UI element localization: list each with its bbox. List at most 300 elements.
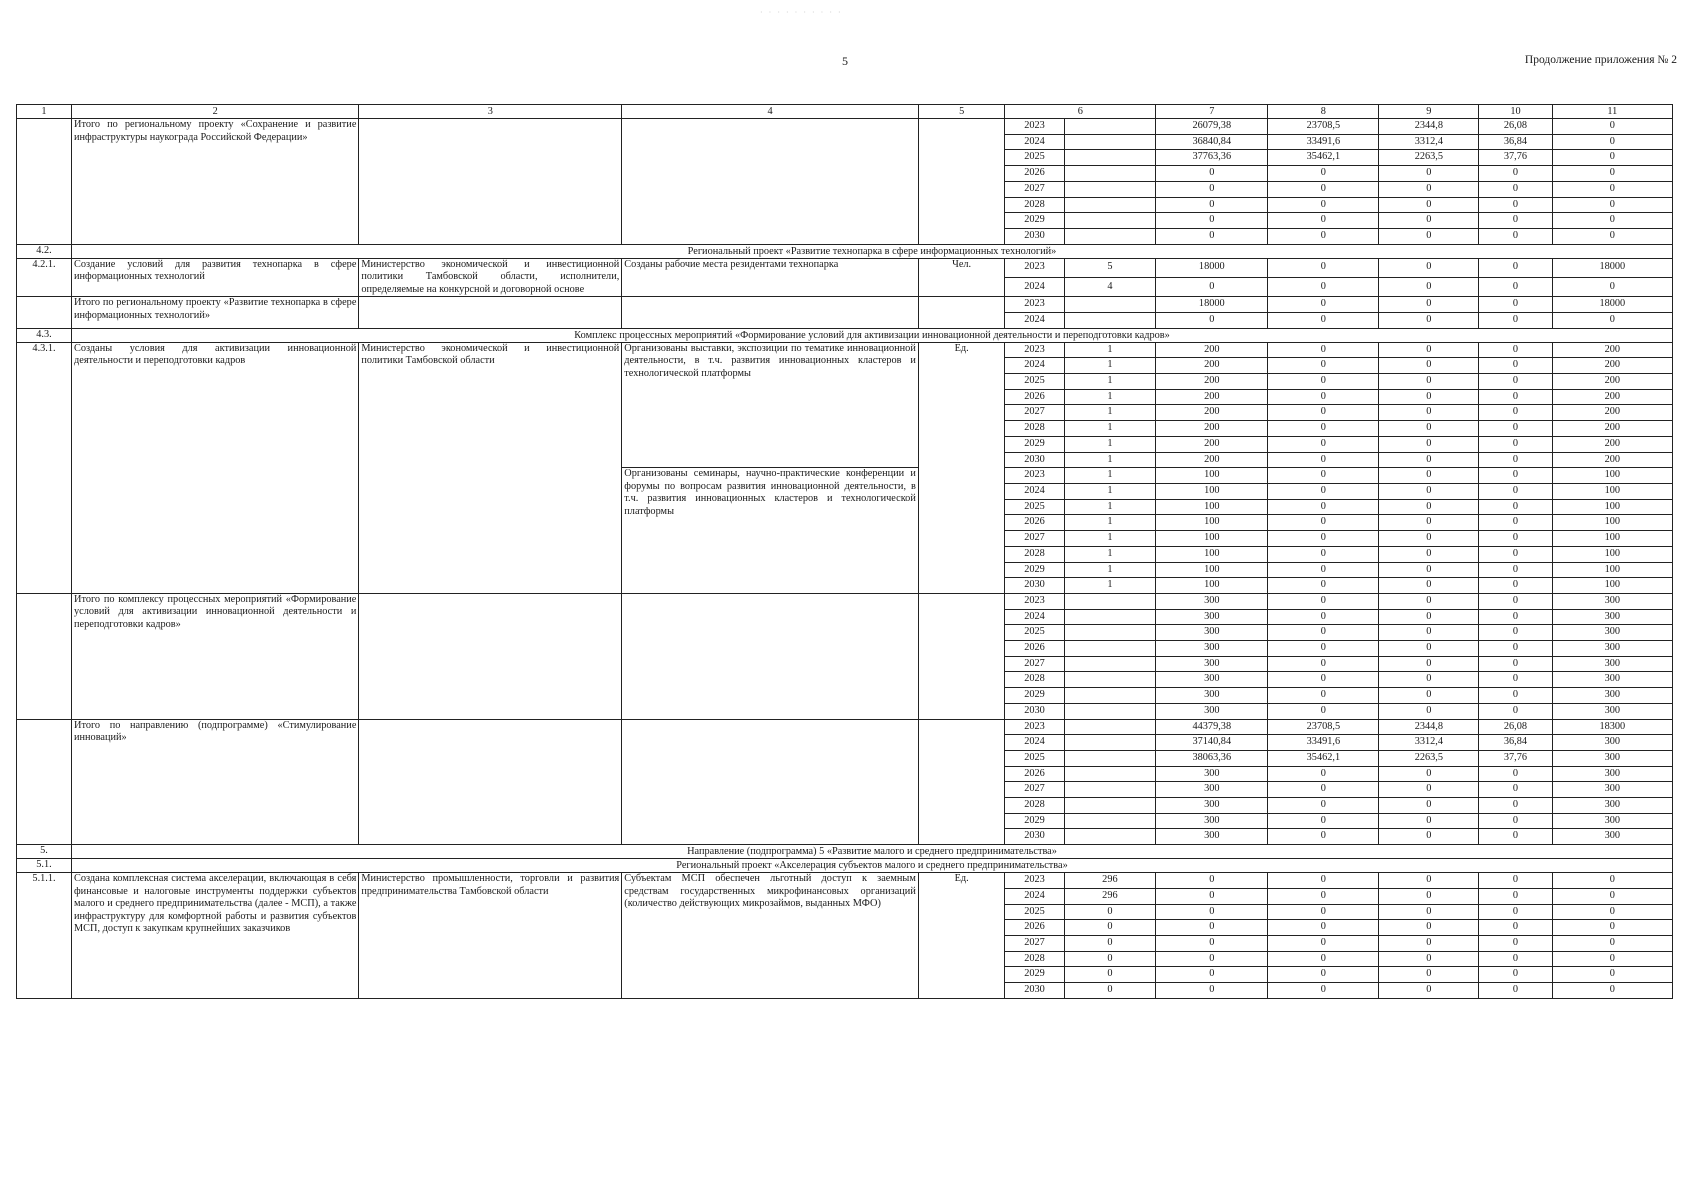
- amount-cell: 300: [1552, 625, 1672, 641]
- year-cell: 2024: [1005, 484, 1064, 500]
- year-cell: 2028: [1005, 672, 1064, 688]
- column-header: 3: [359, 105, 622, 119]
- executor: Министерство экономической и инвестиционной политики Тамбовской области: [359, 342, 622, 593]
- amount-cell: 300: [1156, 782, 1268, 798]
- amount-cell: 33491,6: [1268, 735, 1379, 751]
- amount-cell: 0: [1479, 374, 1552, 390]
- column-header: 5: [918, 105, 1005, 119]
- amount-cell: 0: [1156, 312, 1268, 328]
- amount-cell: 0: [1479, 389, 1552, 405]
- indicator-value-cell: 0: [1064, 904, 1156, 920]
- amount-cell: 0: [1156, 983, 1268, 999]
- amount-cell: 0: [1479, 562, 1552, 578]
- amount-cell: 0: [1479, 656, 1552, 672]
- amount-cell: 0: [1552, 967, 1672, 983]
- amount-cell: 100: [1156, 562, 1268, 578]
- year-cell: 2024: [1005, 609, 1064, 625]
- item-number: 4.2.1.: [17, 258, 72, 297]
- amount-cell: 100: [1156, 484, 1268, 500]
- amount-cell: 0: [1552, 150, 1672, 166]
- amount-cell: 0: [1379, 342, 1479, 358]
- amount-cell: 0: [1479, 935, 1552, 951]
- amount-cell: 300: [1552, 703, 1672, 719]
- amount-cell: 0: [1268, 546, 1379, 562]
- amount-cell: 0: [1379, 468, 1479, 484]
- amount-cell: 0: [1268, 197, 1379, 213]
- amount-cell: 0: [1479, 452, 1552, 468]
- indicator-value-cell: 1: [1064, 484, 1156, 500]
- amount-cell: 0: [1156, 904, 1268, 920]
- amount-cell: 0: [1379, 766, 1479, 782]
- amount-cell: 0: [1479, 546, 1552, 562]
- amount-cell: 300: [1156, 766, 1268, 782]
- amount-cell: 0: [1479, 813, 1552, 829]
- amount-cell: 300: [1156, 798, 1268, 814]
- indicator-value-cell: [1064, 782, 1156, 798]
- amount-cell: 0: [1379, 213, 1479, 229]
- amount-cell: 36840,84: [1156, 134, 1268, 150]
- amount-cell: 0: [1268, 766, 1379, 782]
- year-cell: 2026: [1005, 920, 1064, 936]
- amount-cell: 100: [1552, 468, 1672, 484]
- amount-cell: 0: [1552, 312, 1672, 328]
- year-cell: 2024: [1005, 735, 1064, 751]
- amount-cell: 100: [1156, 578, 1268, 594]
- amount-cell: 0: [1552, 213, 1672, 229]
- amount-cell: 0: [1479, 531, 1552, 547]
- amount-cell: 200: [1552, 436, 1672, 452]
- amount-cell: 0: [1268, 166, 1379, 182]
- amount-cell: 0: [1268, 342, 1379, 358]
- indicator-value-cell: 1: [1064, 499, 1156, 515]
- amount-cell: 200: [1552, 452, 1672, 468]
- amount-cell: 200: [1156, 342, 1268, 358]
- year-cell: 2024: [1005, 134, 1064, 150]
- year-cell: 2023: [1005, 258, 1064, 277]
- amount-cell: 300: [1156, 688, 1268, 704]
- amount-cell: 0: [1552, 935, 1672, 951]
- amount-cell: 0: [1379, 358, 1479, 374]
- indicator-value-cell: 0: [1064, 983, 1156, 999]
- year-cell: 2025: [1005, 750, 1064, 766]
- executor: Министерство экономической и инвестиционной политики Тамбовской области, исполнители, определяемые на конкурсной и договорной основе: [359, 258, 622, 297]
- indicator-value-cell: [1064, 798, 1156, 814]
- amount-cell: 100: [1156, 468, 1268, 484]
- amount-cell: 0: [1479, 609, 1552, 625]
- indicator-value-cell: [1064, 625, 1156, 641]
- table-row: [17, 593, 1673, 609]
- year-cell: 2030: [1005, 578, 1064, 594]
- amount-cell: 23708,5: [1268, 119, 1379, 135]
- indicator-value-cell: [1064, 181, 1156, 197]
- amount-cell: 0: [1268, 625, 1379, 641]
- indicator-value-cell: 1: [1064, 546, 1156, 562]
- amount-cell: 3312,4: [1379, 735, 1479, 751]
- year-cell: 2029: [1005, 213, 1064, 229]
- amount-cell: 300: [1156, 593, 1268, 609]
- amount-cell: 0: [1379, 656, 1479, 672]
- amount-cell: 0: [1552, 873, 1672, 889]
- amount-cell: 0: [1479, 213, 1552, 229]
- amount-cell: 0: [1552, 277, 1672, 296]
- indicator-value-cell: 1: [1064, 405, 1156, 421]
- indicator-value-cell: [1064, 593, 1156, 609]
- amount-cell: 2344,8: [1379, 119, 1479, 135]
- total-title: Итого по региональному проекту «Сохранение и развитие инфраструктуры наукограда Российской Федерации»: [72, 119, 359, 245]
- column-header: 6: [1005, 105, 1156, 119]
- amount-cell: 0: [1379, 935, 1479, 951]
- amount-cell: 300: [1552, 672, 1672, 688]
- section-title: Направление (подпрограмма) 5 «Развитие малого и среднего предпринимательства»: [72, 845, 1673, 859]
- amount-cell: 0: [1552, 119, 1672, 135]
- indicator-value-cell: 1: [1064, 421, 1156, 437]
- amount-cell: 0: [1552, 920, 1672, 936]
- amount-cell: 0: [1379, 515, 1479, 531]
- amount-cell: 0: [1268, 967, 1379, 983]
- amount-cell: 0: [1156, 967, 1268, 983]
- amount-cell: 0: [1156, 920, 1268, 936]
- amount-cell: 0: [1156, 197, 1268, 213]
- indicator-value-cell: 1: [1064, 531, 1156, 547]
- amount-cell: 0: [1379, 641, 1479, 657]
- section-number: 4.2.: [17, 244, 72, 258]
- indicator-text: Созданы рабочие места резидентами технопарка: [622, 258, 919, 297]
- amount-cell: 0: [1379, 672, 1479, 688]
- year-cell: 2027: [1005, 531, 1064, 547]
- table-row: [17, 719, 1673, 735]
- amount-cell: 0: [1479, 228, 1552, 244]
- unit-cell: [918, 119, 1005, 245]
- amount-cell: 18000: [1156, 297, 1268, 313]
- amount-cell: 0: [1379, 625, 1479, 641]
- amount-cell: 0: [1379, 703, 1479, 719]
- amount-cell: 100: [1156, 531, 1268, 547]
- section-title: Региональный проект «Развитие технопарка в сфере информационных технологий»: [72, 244, 1673, 258]
- amount-cell: 0: [1268, 656, 1379, 672]
- amount-cell: 18000: [1156, 258, 1268, 277]
- year-cell: 2029: [1005, 967, 1064, 983]
- amount-cell: 0: [1379, 967, 1479, 983]
- total-title: Итого по направлению (подпрограмме) «Стимулирование инноваций»: [72, 719, 359, 845]
- year-cell: 2024: [1005, 277, 1064, 296]
- amount-cell: 0: [1479, 358, 1552, 374]
- year-cell: 2023: [1005, 719, 1064, 735]
- amount-cell: 300: [1552, 609, 1672, 625]
- item-title: Создана комплексная система акселерации, включающая в себя финансовые и налоговые инструменты поддержки субъектов малого и среднего предпринимательства (далее - МСП), а также инфраструктуру для комфортной работы и развития субъектов МСП, доступ к закупкам крупнейших заказчиков: [72, 873, 359, 999]
- amount-cell: 0: [1552, 983, 1672, 999]
- indicator-value-cell: [1064, 228, 1156, 244]
- indicator-value-cell: [1064, 213, 1156, 229]
- year-cell: 2027: [1005, 656, 1064, 672]
- amount-cell: 18000: [1552, 297, 1672, 313]
- amount-cell: 36,84: [1479, 134, 1552, 150]
- amount-cell: 0: [1268, 181, 1379, 197]
- indicator-value-cell: [1064, 656, 1156, 672]
- year-cell: 2027: [1005, 935, 1064, 951]
- amount-cell: 300: [1156, 656, 1268, 672]
- amount-cell: 0: [1479, 436, 1552, 452]
- amount-cell: 0: [1379, 499, 1479, 515]
- amount-cell: 0: [1479, 593, 1552, 609]
- column-header: 8: [1268, 105, 1379, 119]
- year-cell: 2024: [1005, 358, 1064, 374]
- unit-cell: [918, 297, 1005, 328]
- indicator-value-cell: 0: [1064, 951, 1156, 967]
- row-number-cell: [17, 119, 72, 245]
- amount-cell: 0: [1479, 798, 1552, 814]
- scan-artifact: · · · · · · · · · ·: [760, 8, 843, 17]
- column-header: 2: [72, 105, 359, 119]
- amount-cell: 0: [1268, 499, 1379, 515]
- amount-cell: 200: [1552, 389, 1672, 405]
- row-number-cell: [17, 719, 72, 845]
- indicator-value-cell: 1: [1064, 562, 1156, 578]
- indicator-cell: [622, 593, 919, 719]
- amount-cell: 0: [1479, 766, 1552, 782]
- amount-cell: 18300: [1552, 719, 1672, 735]
- amount-cell: 300: [1552, 766, 1672, 782]
- amount-cell: 0: [1156, 888, 1268, 904]
- amount-cell: 0: [1379, 813, 1479, 829]
- amount-cell: 23708,5: [1268, 719, 1379, 735]
- amount-cell: 300: [1552, 641, 1672, 657]
- section-row: [17, 859, 1673, 873]
- amount-cell: 0: [1268, 484, 1379, 500]
- amount-cell: 0: [1479, 688, 1552, 704]
- program-table: [16, 104, 1673, 999]
- unit-cell: [918, 719, 1005, 845]
- amount-cell: 0: [1552, 134, 1672, 150]
- amount-cell: 0: [1479, 484, 1552, 500]
- unit: Ед.: [918, 873, 1005, 999]
- executor-cell: [359, 119, 622, 245]
- year-cell: 2025: [1005, 904, 1064, 920]
- amount-cell: 33491,6: [1268, 134, 1379, 150]
- amount-cell: 100: [1156, 546, 1268, 562]
- amount-cell: 0: [1379, 546, 1479, 562]
- indicator-value-cell: [1064, 312, 1156, 328]
- amount-cell: 200: [1552, 358, 1672, 374]
- amount-cell: 300: [1552, 813, 1672, 829]
- amount-cell: 0: [1552, 197, 1672, 213]
- year-cell: 2028: [1005, 421, 1064, 437]
- amount-cell: 0: [1268, 578, 1379, 594]
- amount-cell: 0: [1379, 688, 1479, 704]
- column-header: 4: [622, 105, 919, 119]
- amount-cell: 300: [1552, 688, 1672, 704]
- amount-cell: 0: [1156, 935, 1268, 951]
- year-cell: 2027: [1005, 181, 1064, 197]
- year-cell: 2027: [1005, 782, 1064, 798]
- amount-cell: 100: [1156, 515, 1268, 531]
- amount-cell: 0: [1268, 920, 1379, 936]
- row-number-cell: [17, 593, 72, 719]
- amount-cell: 0: [1479, 468, 1552, 484]
- amount-cell: 37,76: [1479, 150, 1552, 166]
- indicator-value-cell: [1064, 719, 1156, 735]
- section-title: Региональный проект «Акселерация субъектов малого и среднего предпринимательства»: [72, 859, 1673, 873]
- amount-cell: 0: [1268, 593, 1379, 609]
- indicator-value-cell: 1: [1064, 452, 1156, 468]
- executor-cell: [359, 719, 622, 845]
- amount-cell: 0: [1379, 920, 1479, 936]
- amount-cell: 0: [1268, 951, 1379, 967]
- amount-cell: 0: [1479, 888, 1552, 904]
- year-cell: 2030: [1005, 983, 1064, 999]
- indicator-cell: [622, 297, 919, 328]
- amount-cell: 300: [1552, 735, 1672, 751]
- amount-cell: 100: [1552, 515, 1672, 531]
- amount-cell: 0: [1379, 798, 1479, 814]
- indicator-value-cell: [1064, 829, 1156, 845]
- amount-cell: 100: [1552, 578, 1672, 594]
- column-header: 9: [1379, 105, 1479, 119]
- amount-cell: 0: [1268, 436, 1379, 452]
- page-number: 5: [842, 54, 848, 68]
- indicator-value-cell: [1064, 641, 1156, 657]
- amount-cell: 0: [1156, 228, 1268, 244]
- indicator-value-cell: [1064, 703, 1156, 719]
- amount-cell: 0: [1379, 829, 1479, 845]
- amount-cell: 0: [1268, 531, 1379, 547]
- amount-cell: 0: [1268, 468, 1379, 484]
- indicator-value-cell: [1064, 735, 1156, 751]
- year-cell: 2028: [1005, 951, 1064, 967]
- year-cell: 2026: [1005, 389, 1064, 405]
- amount-cell: 0: [1268, 798, 1379, 814]
- indicator-value-cell: [1064, 150, 1156, 166]
- section-title: Комплекс процессных мероприятий «Формирование условий для активизации инновационной деятельности и переподготовки кадров»: [72, 328, 1673, 342]
- amount-cell: 26,08: [1479, 119, 1552, 135]
- section-number: 5.: [17, 845, 72, 859]
- amount-cell: 0: [1479, 625, 1552, 641]
- amount-cell: 0: [1479, 967, 1552, 983]
- amount-cell: 0: [1268, 609, 1379, 625]
- indicator-value-cell: 0: [1064, 920, 1156, 936]
- amount-cell: 0: [1268, 258, 1379, 277]
- amount-cell: 0: [1268, 873, 1379, 889]
- year-cell: 2025: [1005, 499, 1064, 515]
- indicator-value-cell: 0: [1064, 935, 1156, 951]
- amount-cell: 200: [1552, 374, 1672, 390]
- year-cell: 2023: [1005, 468, 1064, 484]
- section-row: [17, 328, 1673, 342]
- amount-cell: 0: [1268, 562, 1379, 578]
- amount-cell: 300: [1552, 798, 1672, 814]
- amount-cell: 0: [1552, 166, 1672, 182]
- amount-cell: 0: [1268, 277, 1379, 296]
- indicator-value-cell: 1: [1064, 358, 1156, 374]
- amount-cell: 0: [1479, 166, 1552, 182]
- amount-cell: 2263,5: [1379, 150, 1479, 166]
- year-cell: 2030: [1005, 228, 1064, 244]
- amount-cell: 0: [1479, 578, 1552, 594]
- amount-cell: 0: [1479, 297, 1552, 313]
- year-cell: 2023: [1005, 297, 1064, 313]
- amount-cell: 200: [1156, 374, 1268, 390]
- amount-cell: 200: [1156, 436, 1268, 452]
- year-cell: 2025: [1005, 150, 1064, 166]
- year-cell: 2026: [1005, 766, 1064, 782]
- executor-cell: [359, 593, 622, 719]
- amount-cell: 0: [1479, 983, 1552, 999]
- item-number: 4.3.1.: [17, 342, 72, 593]
- amount-cell: 37140,84: [1156, 735, 1268, 751]
- amount-cell: 300: [1552, 829, 1672, 845]
- year-cell: 2030: [1005, 829, 1064, 845]
- amount-cell: 0: [1268, 358, 1379, 374]
- amount-cell: 2344,8: [1379, 719, 1479, 735]
- amount-cell: 0: [1379, 258, 1479, 277]
- amount-cell: 0: [1268, 904, 1379, 920]
- amount-cell: 0: [1379, 421, 1479, 437]
- amount-cell: 100: [1552, 499, 1672, 515]
- amount-cell: 0: [1552, 951, 1672, 967]
- amount-cell: 300: [1156, 829, 1268, 845]
- amount-cell: 300: [1552, 750, 1672, 766]
- amount-cell: 0: [1479, 829, 1552, 845]
- amount-cell: 0: [1379, 531, 1479, 547]
- amount-cell: 0: [1268, 688, 1379, 704]
- indicator-value-cell: [1064, 609, 1156, 625]
- amount-cell: 35462,1: [1268, 750, 1379, 766]
- indicator-text: Организованы выставки, экспозиции по тематике инновационной деятельности, в т.ч. развития инновационных кластеров и технологической платформы: [622, 342, 919, 468]
- amount-cell: 0: [1379, 228, 1479, 244]
- amount-cell: 100: [1552, 484, 1672, 500]
- amount-cell: 0: [1479, 920, 1552, 936]
- amount-cell: 0: [1268, 672, 1379, 688]
- amount-cell: 0: [1379, 782, 1479, 798]
- amount-cell: 100: [1552, 546, 1672, 562]
- amount-cell: 200: [1156, 405, 1268, 421]
- section-number: 5.1.: [17, 859, 72, 873]
- total-title: Итого по региональному проекту «Развитие технопарка в сфере информационных технологий»: [72, 297, 359, 328]
- executor: Министерство промышленности, торговли и развития предпринимательства Тамбовской области: [359, 873, 622, 999]
- amount-cell: 0: [1379, 312, 1479, 328]
- amount-cell: 200: [1552, 342, 1672, 358]
- amount-cell: 38063,36: [1156, 750, 1268, 766]
- amount-cell: 0: [1479, 703, 1552, 719]
- amount-cell: 0: [1379, 277, 1479, 296]
- amount-cell: 0: [1479, 782, 1552, 798]
- indicator-value-cell: [1064, 688, 1156, 704]
- amount-cell: 3312,4: [1379, 134, 1479, 150]
- amount-cell: 0: [1268, 515, 1379, 531]
- amount-cell: 300: [1552, 593, 1672, 609]
- amount-cell: 100: [1552, 531, 1672, 547]
- total-title: Итого по комплексу процессных мероприятий «Формирование условий для активизации инновационной деятельности и переподготовки кадров»: [72, 593, 359, 719]
- amount-cell: 0: [1479, 499, 1552, 515]
- amount-cell: 100: [1552, 562, 1672, 578]
- year-cell: 2023: [1005, 342, 1064, 358]
- amount-cell: 0: [1379, 983, 1479, 999]
- table-row: [17, 119, 1673, 135]
- amount-cell: 300: [1156, 672, 1268, 688]
- year-cell: 2026: [1005, 515, 1064, 531]
- amount-cell: 0: [1379, 452, 1479, 468]
- amount-cell: 200: [1552, 405, 1672, 421]
- year-cell: 2028: [1005, 197, 1064, 213]
- amount-cell: 0: [1379, 405, 1479, 421]
- year-cell: 2024: [1005, 888, 1064, 904]
- unit: Чел.: [918, 258, 1005, 297]
- amount-cell: 300: [1156, 703, 1268, 719]
- appendix-note: Продолжение приложения № 2: [1524, 54, 1677, 66]
- amount-cell: 200: [1156, 389, 1268, 405]
- year-cell: 2023: [1005, 119, 1064, 135]
- amount-cell: 200: [1156, 452, 1268, 468]
- amount-cell: 300: [1156, 641, 1268, 657]
